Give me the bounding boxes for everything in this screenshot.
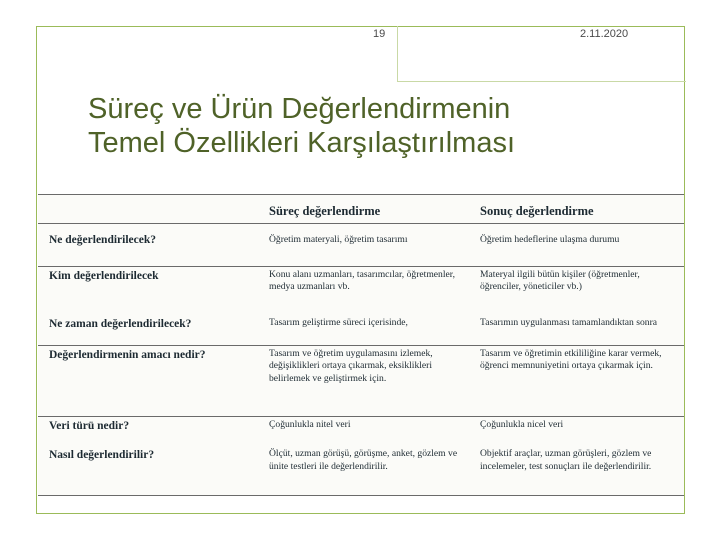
- slide-date: 2.11.2020: [580, 28, 629, 40]
- table-header-cell: Sonuç değerlendirme: [474, 195, 684, 224]
- question-cell: Nasıl değerlendirilir?: [38, 446, 263, 495]
- question-cell: Ne değerlendirilecek?: [38, 224, 263, 267]
- question-cell: Değerlendirmenin amacı nedir?: [38, 345, 263, 416]
- question-cell: Kim değerlendirilecek: [38, 266, 263, 315]
- outcome-cell: Tasarımın uygulanması tamamlandıktan sonra: [480, 317, 658, 329]
- title-line-2: Temel Özellikleri Karşılaştırılması: [88, 127, 516, 159]
- table-row: [38, 416, 684, 446]
- outcome-cell: Tasarım ve öğretimin etkililiğine karar vermek, öğrenci memnuniyetini ortaya çıkarmak için.: [474, 345, 684, 416]
- process-cell: Öğretim materyali, öğretim tasarımı: [263, 224, 474, 267]
- title-line-1: Süreç ve Ürün Değerlendirmenin: [88, 93, 511, 125]
- process-cell: Tasarım geliştirme süreci içerisinde,: [269, 317, 408, 329]
- table-row: [38, 224, 684, 267]
- table-row: [38, 266, 684, 315]
- comparison-table-image: [38, 194, 684, 496]
- table-row: [38, 315, 684, 345]
- table-row: [38, 446, 684, 495]
- process-cell: Konu alanı uzmanları, tasarımcılar, öğretmenler, medya uzmanları vb.: [263, 266, 474, 315]
- table-header-cell: Süreç değerlendirme: [263, 195, 474, 224]
- question-cell: Veri türü nedir?: [38, 416, 263, 446]
- outcome-cell: Öğretim hedeflerine ulaşma durumu: [474, 224, 684, 267]
- header-bar: [397, 26, 686, 82]
- slide-number: 19: [373, 28, 386, 40]
- outcome-cell: Materyal ilgili bütün kişiler (öğretmenler, öğrenciler, yöneticiler vb.): [474, 266, 684, 315]
- comparison-table: [38, 194, 684, 496]
- slide-title: [88, 92, 688, 160]
- table-row: [38, 345, 684, 416]
- process-cell: Çoğunlukla nitel veri: [263, 416, 474, 446]
- outcome-cell: Çoğunlukla nicel veri: [474, 416, 684, 446]
- table-header-cell: [38, 195, 263, 224]
- outcome-cell: Objektif araçlar, uzman görüşleri, gözlem ve incelemeler, test sonuçları ile değerlendirilir.: [474, 446, 684, 495]
- process-cell: Ölçüt, uzman görüşü, görüşme, anket, gözlem ve ünite testleri ile değerlendirilir.: [263, 446, 474, 495]
- process-cell: Tasarım ve öğretim uygulamasını izlemek, değişiklikleri ortaya çıkarmak, eksiklikleri belirlemek ve geliştirmek için.: [263, 345, 474, 416]
- table-header-row: [38, 195, 684, 224]
- question-cell: Ne zaman değerlendirilecek?: [49, 318, 192, 331]
